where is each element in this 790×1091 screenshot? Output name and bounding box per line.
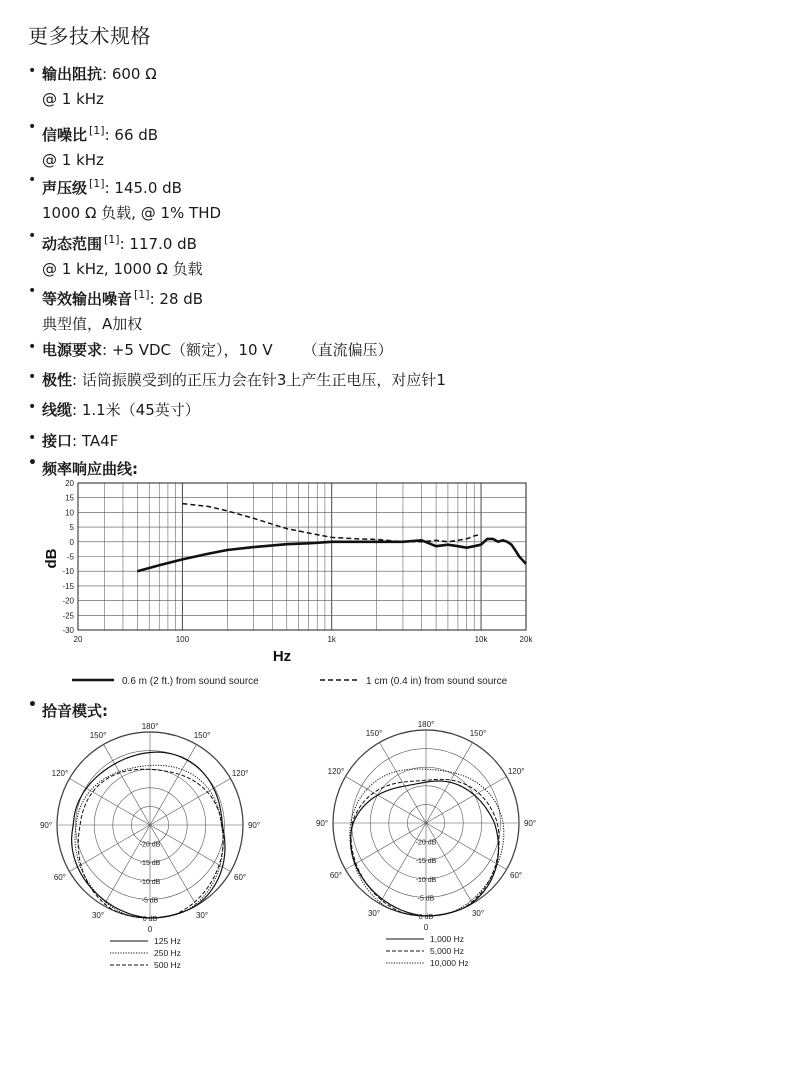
polar-spoke <box>150 825 231 872</box>
angle-label: 90° <box>316 819 329 828</box>
spec-output-impedance <box>28 62 157 112</box>
spec-label: 接口 <box>42 432 73 450</box>
angle-label: 150° <box>365 728 383 738</box>
angle-label: 30° <box>195 911 209 921</box>
legend-label: 125 Hz <box>154 936 181 946</box>
spec-condition: 典型值，A加权 <box>42 315 143 333</box>
spec-value: : 28 dB <box>149 290 204 308</box>
angle-label: 120° <box>231 769 249 778</box>
freq-response-label: • 频率响应曲线: <box>28 455 138 478</box>
ring-label: -5 dB <box>141 897 159 905</box>
bullet: • <box>28 339 37 355</box>
polar-spoke <box>380 742 427 823</box>
ring-label: -5 dB <box>417 895 435 903</box>
bullet: • <box>28 172 37 188</box>
x-tick-label: 100 <box>175 635 190 644</box>
polar-spoke <box>345 777 426 824</box>
spec-value: : 话筒振膜受到的正压力会在针3上产生正电压，对应针1 <box>72 371 446 389</box>
frequency-response-chart <box>28 476 548 691</box>
angle-label: 180° <box>417 720 435 729</box>
legend-label: 500 Hz <box>154 960 181 970</box>
y-axis-label: dB <box>43 548 60 569</box>
bullet: • <box>28 228 37 244</box>
legend-label: 0.6 m (2 ft.) from sound source <box>122 676 259 687</box>
ring-label: -20 dB <box>415 839 437 847</box>
bullet: • <box>28 63 37 79</box>
x-tick-label: 1k <box>327 635 336 644</box>
ring-label: 0 dB <box>142 916 158 923</box>
spec-label: 信噪比 <box>42 126 88 144</box>
angle-label: 90° <box>523 819 537 828</box>
ring-label: -15 dB <box>415 858 437 866</box>
ring-label: -20 dB <box>139 841 161 849</box>
polar-spoke <box>150 744 197 825</box>
bullet: • <box>28 399 37 415</box>
angle-label: 90° <box>247 821 261 830</box>
x-tick-label: 20 <box>73 635 83 644</box>
polar-spoke <box>69 825 150 872</box>
bullet: • <box>28 369 37 385</box>
footnote-ref: [1] <box>104 233 120 246</box>
legend-label: 10,000 Hz <box>430 958 469 968</box>
polar-pattern-label: • 拾音模式: <box>28 697 108 720</box>
page-title: 更多技术规格 <box>28 24 151 48</box>
angle-label: 150° <box>193 730 211 740</box>
angle-label: 150° <box>469 728 487 738</box>
spec-value: : 600 Ω <box>102 65 157 83</box>
y-tick-label: 20 <box>65 479 74 488</box>
angle-label: 60° <box>510 871 523 880</box>
x-tick-label: 10k <box>474 635 488 644</box>
spec-label: 输出阻抗 <box>42 65 103 83</box>
bullet: • <box>28 430 37 446</box>
y-tick-label: 0 <box>69 537 74 547</box>
spec-polarity <box>28 368 446 393</box>
x-tick-label: 20k <box>519 635 533 644</box>
polar-spoke <box>426 823 507 870</box>
spec-label: 线缆 <box>42 401 73 419</box>
spec-condition: @ 1 kHz, 1000 Ω 负载 <box>42 260 203 278</box>
bullet: • <box>28 697 37 713</box>
spec-power-requirement <box>28 338 393 363</box>
bullet: • <box>28 283 37 299</box>
spec-condition: @ 1 kHz <box>42 151 104 169</box>
angle-label: 120° <box>507 767 525 776</box>
spec-value: : +5 VDC（额定），10 V <box>102 341 273 359</box>
spec-label: 等效输出噪音 <box>42 290 133 308</box>
y-tick-label: -20 <box>62 596 74 606</box>
x-axis-label: Hz <box>272 648 292 665</box>
legend-label: 250 Hz <box>154 948 181 958</box>
spec-connector <box>28 429 118 454</box>
spec-value-extra: （直流偏压） <box>302 341 393 359</box>
footnote-ref: [1] <box>134 288 150 301</box>
angle-label: 120° <box>327 767 345 776</box>
angle-label: 60° <box>329 871 342 880</box>
angle-label: 30° <box>367 909 381 919</box>
spec-snr <box>28 118 158 173</box>
ring-label: 0 dB <box>418 914 434 921</box>
y-tick-label: -10 <box>62 567 74 577</box>
angle-label: 30° <box>91 911 105 921</box>
spec-value: : 117.0 dB <box>119 235 197 253</box>
spec-label: 动态范围 <box>42 235 103 253</box>
y-tick-label: 10 <box>65 508 74 518</box>
polar-pattern-high-chart <box>316 714 546 974</box>
ring-label: -10 dB <box>415 876 437 884</box>
spec-value: : 66 dB <box>104 126 159 144</box>
spec-label: 电源要求 <box>42 341 103 359</box>
polar-spoke <box>345 823 426 870</box>
spec-condition: 1000 Ω 负载, @ 1% THD <box>42 204 222 222</box>
ring-label: -10 dB <box>139 878 161 886</box>
spec-spl <box>28 171 221 226</box>
spec-label: 极性 <box>42 371 73 389</box>
legend-label: 1 cm (0.4 in) from sound source <box>366 676 508 687</box>
spec-dynamic-range <box>28 227 203 282</box>
legend-label: 5,000 Hz <box>430 946 465 956</box>
angle-label: 180° <box>141 722 159 731</box>
legend-label: 1,000 Hz <box>430 934 465 944</box>
angle-label: 120° <box>51 769 69 778</box>
angle-label: 60° <box>234 873 247 882</box>
angle-label: 30° <box>471 909 485 919</box>
angle-label: 60° <box>53 873 66 882</box>
spec-value: : 145.0 dB <box>104 179 182 197</box>
spec-value: : TA4F <box>72 432 119 450</box>
y-tick-label: 15 <box>65 493 74 503</box>
footnote-ref: [1] <box>89 177 105 190</box>
ring-label: -15 dB <box>139 860 161 868</box>
polar-spoke <box>104 744 151 825</box>
angle-label: 150° <box>89 730 107 740</box>
footnote-ref: [1] <box>89 124 105 137</box>
y-tick-label: -15 <box>62 581 74 591</box>
polar-pattern-low-chart <box>40 716 270 976</box>
y-tick-label: -25 <box>62 611 74 621</box>
spec-label: 声压级 <box>42 179 88 197</box>
angle-label: 0 <box>423 923 429 932</box>
y-tick-label: -5 <box>66 552 74 562</box>
spec-equivalent-noise <box>28 282 203 337</box>
y-tick-label: 5 <box>69 523 74 533</box>
spec-cable <box>28 398 200 423</box>
spec-condition: @ 1 kHz <box>42 90 104 108</box>
angle-label: 90° <box>40 821 53 830</box>
bullet: • <box>28 455 37 471</box>
bullet: • <box>28 119 37 135</box>
angle-label: 0 <box>147 925 153 934</box>
spec-value: : 1.1米（45英寸） <box>72 401 200 419</box>
y-tick-label: -30 <box>62 626 74 635</box>
